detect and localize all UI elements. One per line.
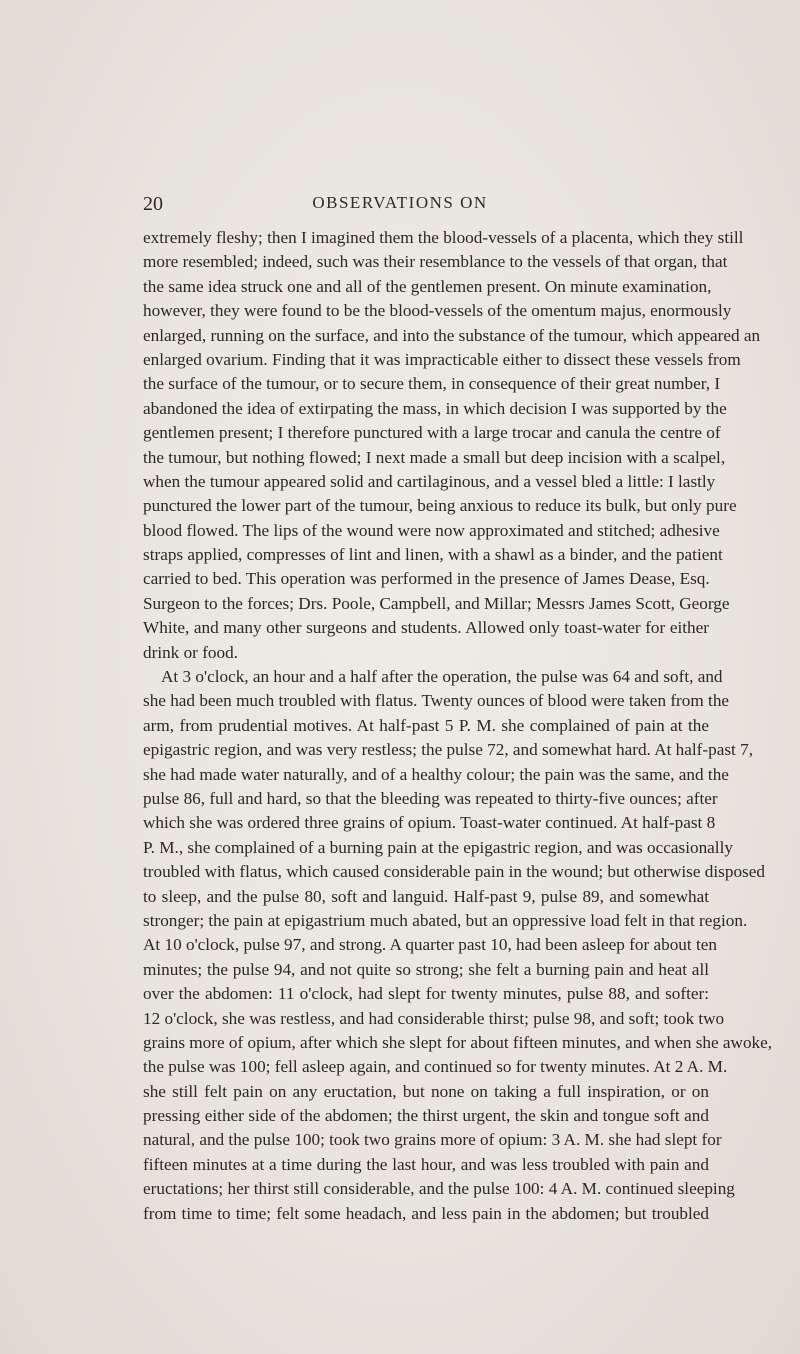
text-line: 12 o'clock, she was restless, and had considerable thirst; pulse 98, and soft; took two <box>143 1008 725 1028</box>
text-line: from time to time; felt some headach, and less pain in the abdomen; but troubled <box>143 1203 709 1223</box>
body-text <box>143 226 773 1226</box>
text-line: straps applied, compresses of lint and linen, with a shawl as a binder, and the patient <box>143 545 723 565</box>
text-line: minutes; the pulse 94, and not quite so strong; she felt a burning pain and heat all <box>143 959 709 979</box>
text-line: which she was ordered three grains of opium. Toast-water continued. At half-past 8 <box>143 813 716 833</box>
text-line: pressing either side of the abdomen; the thirst urgent, the skin and tongue soft and <box>143 1106 709 1126</box>
text-line: P. M., she complained of a burning pain at the epigastric region, and was occasionally <box>143 837 733 857</box>
running-head: OBSERVATIONS ON <box>312 193 488 212</box>
text-line: eructations; her thirst still considerable, and the pulse 100: 4 A. M. continued sleeping <box>143 1179 735 1199</box>
text-line: the surface of the tumour, or to secure them, in consequence of their great number, I <box>143 374 721 394</box>
text-line: enlarged ovarium. Finding that it was impracticable either to dissect these vessels from <box>143 349 741 369</box>
text-line: White, and many other surgeons and students. Allowed only toast-water for either <box>143 618 709 638</box>
text-line: troubled with flatus, which caused considerable pain in the wound; but otherwise disposed <box>143 862 765 882</box>
text-line: At 10 o'clock, pulse 97, and strong. A quarter past 10, had been asleep for about ten <box>143 935 717 955</box>
text-line: extremely fleshy; then I imagined them the blood-vessels of a placenta, which they still <box>143 228 744 247</box>
text-line: blood flowed. The lips of the wound were now approximated and stitched; adhesive <box>143 520 720 540</box>
text-line: more resembled; indeed, such was their resemblance to the vessels of that organ, that <box>143 252 728 272</box>
text-line: gentlemen present; I therefore punctured with a large trocar and canula the centre of <box>143 423 721 443</box>
text-line: she had been much troubled with flatus. Twenty ounces of blood were taken from the <box>143 691 730 711</box>
text-line: the pulse was 100; fell asleep again, and continued so for twenty minutes. At 2 A. M. <box>143 1057 728 1077</box>
page-number: 20 <box>143 193 163 215</box>
text-line: Surgeon to the forces; Drs. Poole, Campbell, and Millar; Messrs James Scott, George <box>143 593 730 613</box>
text-line: arm, from prudential motives. At half-past 5 P. M. she complained of pain at the <box>143 715 709 735</box>
text-line: she still felt pain on any eructation, but none on taking a full inspiration, or on <box>143 1081 709 1101</box>
text-line: she had made water naturally, and of a healthy colour; the pain was the same, and the <box>143 764 729 784</box>
text-line: over the abdomen: 11 o'clock, had slept for twenty minutes, pulse 88, and softer: <box>143 984 709 1004</box>
page-header <box>0 193 800 219</box>
text-line: when the tumour appeared solid and cartilaginous, and a vessel bled a little: I lastly <box>143 471 716 491</box>
text-line: stronger; the pain at epigastrium much abated, but an oppressive load felt in that region. <box>143 910 748 930</box>
text-line: natural, and the pulse 100; took two grains more of opium: 3 A. M. she had slept for <box>143 1130 722 1150</box>
text-line: grains more of opium, after which she slept for about fifteen minutes, and when she awoke, <box>143 1032 773 1052</box>
text-line: epigastric region, and was very restless; the pulse 72, and somewhat hard. At half-past 7, <box>143 740 753 760</box>
text-line: fifteen minutes at a time during the last hour, and was less troubled with pain and <box>143 1154 709 1174</box>
text-line: abandoned the idea of extirpating the mass, in which decision I was supported by the <box>143 398 727 418</box>
text-line: drink or food. <box>143 642 238 662</box>
text-line: however, they were found to be the blood-vessels of the omentum majus, enormously <box>143 301 732 321</box>
text-line: to sleep, and the pulse 80, soft and languid. Half-past 9, pulse 89, and somewhat <box>143 886 709 906</box>
text-line: enlarged, running on the surface, and into the substance of the tumour, which appeared an <box>143 325 761 345</box>
text-line: the same idea struck one and all of the gentlemen present. On minute examination, <box>143 276 712 296</box>
text-line: pulse 86, full and hard, so that the bleeding was repeated to thirty-five ounces; after <box>143 788 718 808</box>
text-line: the tumour, but nothing flowed; I next made a small but deep incision with a scalpel, <box>143 447 726 467</box>
text-line: At 3 o'clock, an hour and a half after the operation, the pulse was 64 and soft, and <box>161 667 723 687</box>
text-line: carried to bed. This operation was performed in the presence of James Dease, Esq. <box>143 569 710 589</box>
text-line: punctured the lower part of the tumour, being anxious to reduce its bulk, but only pure <box>143 496 737 516</box>
